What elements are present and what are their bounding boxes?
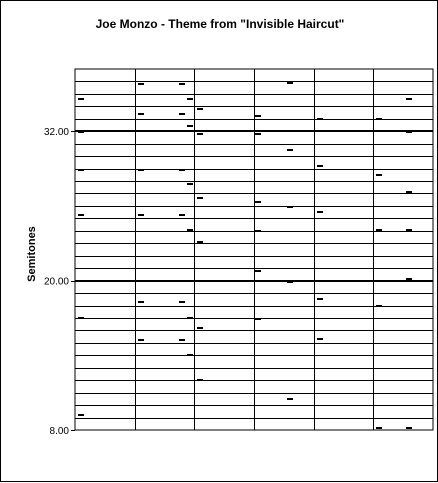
note-mark bbox=[287, 82, 293, 84]
y-tick-label: 32.00 bbox=[43, 127, 69, 139]
note-mark bbox=[179, 301, 185, 303]
note-mark bbox=[255, 201, 261, 203]
note-mark bbox=[197, 241, 203, 243]
note-mark bbox=[406, 191, 412, 193]
note-mark bbox=[317, 165, 323, 167]
note-mark bbox=[187, 183, 193, 185]
note-mark bbox=[78, 214, 84, 216]
y-tick-label: 8.00 bbox=[49, 426, 69, 437]
note-mark bbox=[317, 211, 323, 213]
marks-layer bbox=[78, 82, 412, 429]
note-mark bbox=[406, 278, 412, 280]
note-mark bbox=[287, 206, 293, 208]
tick-labels bbox=[44, 127, 75, 437]
note-mark bbox=[376, 174, 382, 176]
note-mark bbox=[197, 327, 203, 329]
note-mark bbox=[255, 133, 261, 135]
note-mark bbox=[138, 169, 144, 171]
note-mark bbox=[78, 317, 84, 319]
note-mark bbox=[406, 131, 412, 133]
y-axis-label: Semitones bbox=[26, 226, 38, 282]
note-mark bbox=[138, 214, 144, 216]
chart-title: Joe Monzo - Theme from "Invisible Haircut" bbox=[95, 17, 345, 31]
y-tick-label: 20.00 bbox=[43, 276, 69, 288]
grid-layer bbox=[75, 69, 433, 430]
note-mark bbox=[179, 113, 185, 115]
note-mark bbox=[406, 98, 412, 100]
note-mark bbox=[197, 133, 203, 135]
note-mark bbox=[287, 149, 293, 151]
note-mark bbox=[187, 229, 193, 231]
note-mark bbox=[138, 339, 144, 341]
note-mark bbox=[138, 83, 144, 85]
chart-canvas bbox=[1, 1, 438, 483]
note-mark bbox=[187, 354, 193, 356]
note-mark bbox=[317, 338, 323, 340]
note-mark bbox=[187, 98, 193, 100]
note-mark bbox=[78, 131, 84, 133]
note-mark bbox=[376, 305, 382, 307]
note-mark bbox=[197, 379, 203, 381]
note-mark bbox=[376, 229, 382, 231]
note-mark bbox=[406, 427, 412, 429]
note-mark bbox=[287, 398, 293, 400]
note-mark bbox=[179, 83, 185, 85]
note-mark bbox=[255, 115, 261, 117]
note-mark bbox=[317, 118, 323, 120]
note-mark bbox=[138, 113, 144, 115]
note-mark bbox=[179, 339, 185, 341]
note-mark bbox=[317, 298, 323, 300]
note-mark bbox=[406, 229, 412, 231]
note-mark bbox=[255, 230, 261, 232]
note-mark bbox=[376, 118, 382, 120]
note-mark bbox=[138, 301, 144, 303]
note-mark bbox=[187, 125, 193, 127]
note-mark bbox=[376, 427, 382, 429]
note-mark bbox=[255, 318, 261, 320]
note-mark bbox=[197, 197, 203, 199]
note-mark bbox=[179, 214, 185, 216]
note-mark bbox=[197, 108, 203, 110]
note-mark bbox=[187, 317, 193, 319]
note-mark bbox=[78, 169, 84, 171]
note-mark bbox=[78, 414, 84, 416]
note-mark bbox=[255, 270, 261, 272]
note-mark bbox=[78, 98, 84, 100]
note-mark bbox=[287, 281, 293, 283]
note-mark bbox=[179, 169, 185, 171]
